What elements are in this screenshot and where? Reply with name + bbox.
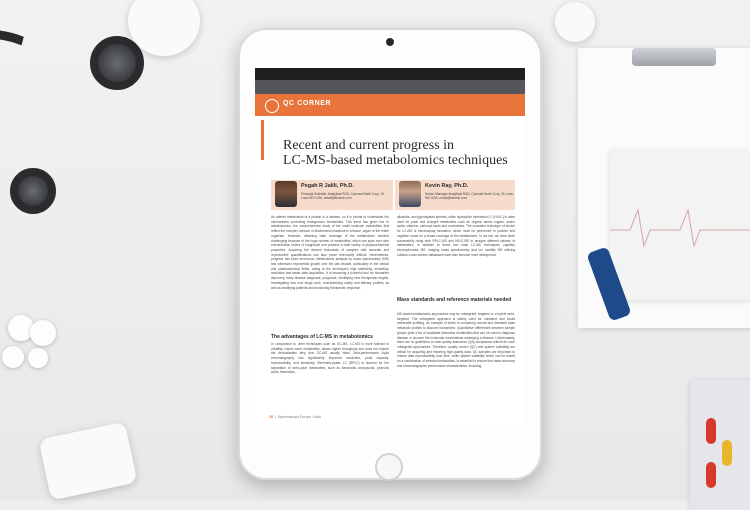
home-button[interactable]	[375, 453, 403, 481]
body-text: In comparison to other techniques such as GC-MS, LC-MS is more tolerant to volatility, covers more metabolites, allows higher throughput and does not require the derivatization step that GC-MS usually does. Ultra-performance liquid chromatography has significantly improved resolution, peak capacity, reproducibility, and sensitivity. Reversed-phase LC (RPLC) is favored for the separation of semi-polar metabolites, such as flavonoids compounds, phenolic acids, flavonoids,	[271, 342, 389, 375]
author-photo	[275, 181, 297, 207]
chart-paper	[610, 150, 750, 300]
article-column-2	[397, 215, 515, 293]
ecg-line	[610, 150, 750, 300]
article-column-2b	[397, 312, 515, 408]
article-column-1b	[271, 342, 389, 408]
section-heading: Mass standards and reference materials needed	[397, 297, 512, 303]
section-label: QC CORNER	[283, 100, 332, 107]
blister-pack	[690, 380, 750, 510]
author-name: Pegah R Jalili, Ph.D.	[301, 183, 354, 189]
stethoscope-chestpiece	[90, 36, 144, 90]
pill	[28, 348, 48, 368]
small-bottle	[555, 2, 595, 42]
capsule	[722, 440, 732, 466]
title-line: LC-MS-based metabolomics techniques	[283, 153, 508, 168]
title-line: Recent and current progress in	[283, 138, 455, 153]
tablet-screen	[255, 68, 525, 426]
stethoscope-ring	[10, 168, 56, 214]
capsule	[706, 462, 716, 488]
article-title	[283, 138, 513, 168]
page-footer: 28 | Spectroscopy Europe / Asia	[269, 415, 321, 419]
reader-toolbar	[255, 80, 525, 94]
qc-corner-icon	[265, 99, 279, 113]
body-text: MS-based metabolomic approaches may be untargeted, targeted or a hybrid semi-targeted. The untargeted approach is widely used for unbiased and broad metabolite profiling, an example of which is comparing normal and diseased state metabolic profiles to discover biomarkers. Quantitative differences between sample groups yield a list of candidate biomarker metabolites that can be used to diagnose disease or uncover the molecular mechanisms underlying a disease. Unfortunately, there are no guidelines or clear quality assurance (QA) acceptance criteria for such untargeted approaches. Therefore, quality control (QC) and system suitability are critical for acquiring and reporting high-quality data. QC samples are important to ensure data reproducibility over time, while system suitability which can be based on a combination of selected metabolites, is essential to ensure that mass accuracy and chromatographic performance characteristics, including	[397, 312, 515, 368]
article-column-1	[271, 215, 389, 331]
body-text: alkaloids, and glycosylated species, while hydrophilic interaction LC (HILIC) is often used for polar and charged metabolites such as organic amino sugars, amino acids, vitamins, carbonyl acids and nucleotides. The ionization technique of choice for LC-MS is electrospray ionization, which must be performed in positive and negative mode for a broad coverage of the metabolome. In our lab, we have been successfully using both RPLC-MS and HILIC-MS to analyze different classes of metabolites. In addition to these two main LC-MS techniques, capillary electrophoresis MS, imaging mass spectrometry and ion mobility MS utilizing collision cross section databases have also become more widespread.	[397, 215, 515, 257]
status-bar	[255, 68, 525, 80]
pill	[2, 346, 24, 368]
author-name: Kevin Ray, Ph.D.	[425, 183, 469, 189]
camera-icon	[386, 38, 394, 46]
capsule	[706, 418, 716, 444]
accent-bar	[261, 120, 264, 160]
pill	[30, 320, 56, 346]
author-role: Principal Scientist, Analytical R&D, Cytovad North Corp, St Louis MO USA, email@tlcheck.com	[301, 192, 384, 200]
footer-text: Spectroscopy Europe / Asia	[277, 415, 321, 419]
author-photo	[399, 181, 421, 207]
body-text: An altered metabolism of a protein is a disease, so it is pivotal to understand the mechanisms controlling endogenous metabolites. This trend has given rise to metabolomics, the comprehensive study of the small molecule metabolites that reflect the complex network of biochemical reactions in a tissue, organ or the entire organism. However, obtaining wide coverage of the metabolome remains challenging because of the huge number of metabolites, which can span over nine concentration orders of magnitude and possess a wide variety of physicochemical properties. Acquiring the desired thousands of samples with accurate and reproducible quantifications can also prove technically difficult. Nevertheless, progress has been enormous. Metabolomic analysis by mass spectrometry (MS) has witnessed exponential growth over the last decade, particularly in the clinical and pharmaceutical fields, owing to the technique's high selectivity, sensitivity, resolution and faster data acquisition. It is becoming a powerful tool for biomarker discovery, early disease diagnosis, prognosis, identifying new therapeutic targets, investigating how new drugs work, characterizing safety and efficacy profiles, as well as stratifying patients and monitoring therapeutic response.	[271, 215, 389, 290]
author-role: Senior Manager Analytical R&D, Cytovad North Corp, St Louis MO USA, email@tlcheck.com	[425, 192, 513, 200]
clipboard-clip	[632, 48, 716, 66]
page-number: 28	[269, 415, 273, 419]
section-heading: The advantages of LC-MS in metabolomics	[271, 334, 373, 340]
